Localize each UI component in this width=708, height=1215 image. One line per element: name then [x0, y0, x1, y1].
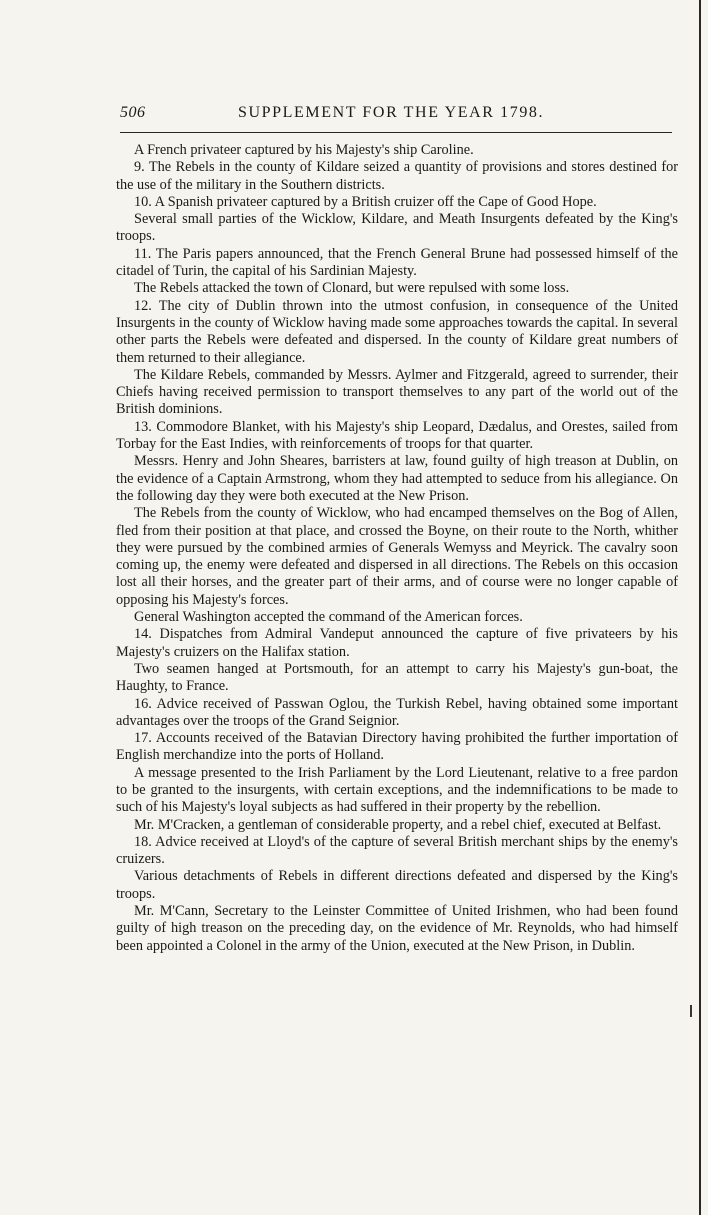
page-edge-mark: [690, 1005, 692, 1017]
paragraph: 14. Dispatches from Admiral Vandeput announced the capture of five privateers by his Majesty's cruizers on the Halifax station.: [116, 626, 678, 660]
paragraph: General Washington accepted the command of the American forces.: [134, 609, 523, 626]
header-rule: [120, 132, 672, 133]
paragraph: 17. Accounts received of the Batavian Directory having prohibited the further importation of English merchandize into the ports of Holland.: [116, 730, 678, 764]
paragraph: 13. Commodore Blanket, with his Majesty's ship Leopard, Dædalus, and Orestes, sailed from Torbay for the East Indies, with reinforcements of troops for that quarter.: [116, 418, 678, 453]
paragraph: Messrs. Henry and John Sheares, barristers at law, found guilty of high treason at Dublin, on the evidence of a Captain Armstrong, whom they had attempted to seduce from his allegiance. On the following day they were both executed at the New Prison.: [116, 453, 678, 504]
paragraph: Various detachments of Rebels in different directions defeated and dispersed by the King's troops.: [116, 868, 678, 902]
paragraph: The Rebels from the county of Wicklow, who had encamped themselves on the Bog of Allen, fled from their position at that place, and crossed the Boyne, on their route to the North, whither they were pursued by the combined armies of Generals Wemyss and Meyrick. The cavalry soon coming up, the enemy were defeated and dispersed in all directions. The Rebels on this occasion lost all their horses, and the greater part of their arms, and of course were no longer capable of opposing his Majesty's forces.: [116, 505, 678, 608]
paragraph: 16. Advice received of Passwan Oglou, the Turkish Rebel, having obtained some important advantages over the troops of the Grand Seignior.: [116, 695, 678, 729]
paragraph: The Rebels attacked the town of Clonard, but were repulsed with some loss.: [134, 280, 570, 297]
page-header: [120, 104, 680, 128]
page-number: 506: [120, 104, 146, 121]
paragraph: 10. A Spanish privateer captured by a British cruizer off the Cape of Good Hope.: [134, 193, 597, 210]
paragraph: A French privateer captured by his Majesty's ship Caroline.: [134, 142, 474, 158]
page-edge-line: [699, 0, 701, 1215]
body-text: [116, 142, 678, 955]
paragraph: The Kildare Rebels, commanded by Messrs. Aylmer and Fitzgerald, agreed to surrender, their Chiefs having received permission to transport themselves to any part of the world out of the British dominions.: [116, 366, 678, 418]
paragraph: 18. Advice received at Lloyd's of the capture of several British merchant ships by the enemy's cruizers.: [116, 833, 678, 868]
paragraph: 11. The Paris papers announced, that the French General Brune had possessed himself of the citadel of Turin, the capital of his Sardinian Majesty.: [116, 245, 678, 280]
paragraph: Mr. M'Cracken, a gentleman of considerable property, and a rebel chief, executed at Belfast.: [134, 816, 662, 833]
paragraph: 12. The city of Dublin thrown into the utmost confusion, in consequence of the United Insurgents in the county of Wicklow having made some approaches towards the capital. In several other parts the Rebels were defeated and dispersed. In the county of Kildare great numbers of them returned to their allegiance.: [116, 297, 678, 366]
paragraph: Two seamen hanged at Portsmouth, for an attempt to carry his Majesty's gun-boat, the Haughty, to France.: [116, 660, 678, 695]
paragraph: 9. The Rebels in the county of Kildare seized a quantity of provisions and stores destined for the use of the military in the Southern districts.: [116, 159, 678, 193]
running-head: SUPPLEMENT FOR THE YEAR 1798.: [238, 104, 545, 121]
paragraph: Mr. M'Cann, Secretary to the Leinster Committee of United Irishmen, who had been found guilty of high treason on the preceding day, on the evidence of Mr. Reynolds, who had himself been appointed a Colonel in the army of the Union, executed at the New Prison, in Dublin.: [116, 903, 678, 954]
paragraph: A message presented to the Irish Parliament by the Lord Lieutenant, relative to a free pardon to be granted to the insurgents, with certain exceptions, and the indemnifications to be made to such of his Majesty's loyal subjects as had suffered in their property by the rebellion.: [116, 764, 678, 816]
paragraph: Several small parties of the Wicklow, Kildare, and Meath Insurgents defeated by the King's troops.: [116, 211, 678, 245]
